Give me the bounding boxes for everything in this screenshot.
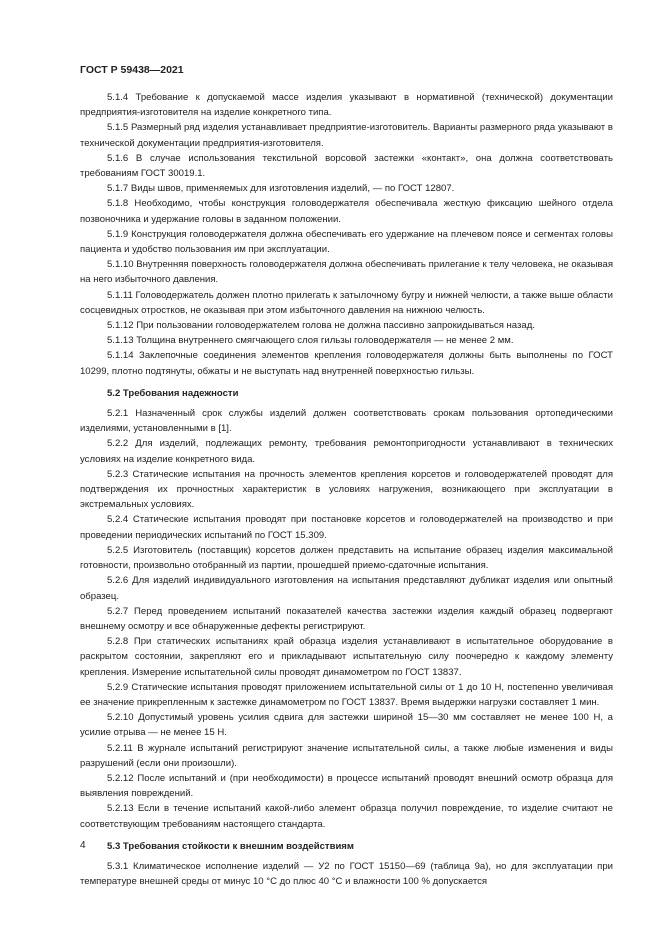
section-heading: 5.2 Требования надежности	[107, 387, 239, 399]
section-heading: 5.3 Требования стойкости к внешним воздействиям	[107, 840, 354, 852]
paragraph: 5.1.4 Требование к допускаемой массе изделия указывают в нормативной (технической) документации предприятия-изготовителя на изделие конкретного типа.	[80, 92, 613, 119]
paragraph: 5.2.2 Для изделий, подлежащих ремонту, требования ремонтопригодности устанавливают в технических условиях на изделие конкретного вида.	[80, 438, 613, 465]
paragraph: 5.1.11 Головодержатель должен плотно прилегать к затылочному бугру и нижней челюсти, а также выше области сосцевидных отростков, не оказывая при этом избыточного давления на нижнюю челюсть.	[80, 289, 613, 316]
paragraph: 5.2.1 Назначенный срок службы изделий должен соответствовать срокам пользования ортопедическими изделиями, установленными в [1].	[80, 408, 613, 435]
document-body	[80, 90, 613, 889]
paragraph: 5.1.14 Заклепочные соединения элементов крепления головодержателя должны быть выполнены по ГОСТ 10299, плотно подтянуты, обжаты и не выступать над внутренней поверхностью гильзы.	[80, 350, 613, 377]
paragraph: 5.2.6 Для изделий индивидуального изготовления на испытания представляют дубликат изделия или опытный образец.	[80, 575, 613, 602]
standard-header: ГОСТ Р 59438—2021	[80, 64, 184, 76]
paragraph: 5.3.1 Климатическое исполнение изделий — У2 по ГОСТ 15150—69 (таблица 9а), но для эксплуатации при температуре внешней среды от минус 10 °С до плюс 40 °С и влажности 100 % допускается	[80, 860, 613, 888]
paragraph: 5.1.13 Толщина внутреннего смягчающего слоя гильзы головодержателя — не менее 2 мм.	[107, 335, 514, 347]
paragraph: 5.2.4 Статические испытания проводят при постановке корсетов и головодержателей на производство и при проведении периодических испытаний по ГОСТ 15.309.	[80, 514, 613, 541]
paragraph: 5.2.7 Перед проведением испытаний показателей качества застежки изделия каждый образец подвергают внешнему осмотру и все обнаруженные дефекты регистрируют.	[80, 605, 613, 632]
paragraph: 5.2.11 В журнале испытаний регистрируют значение испытательной силы, а также любые изменения и виды разрушений (если они произошли).	[80, 742, 613, 769]
paragraph: 5.1.7 Виды швов, применяемых для изготовления изделий, — по ГОСТ 12807.	[107, 183, 455, 195]
paragraph: 5.2.8 При статических испытаниях край образца изделия устанавливают в испытательное оборудование в раскрытом состоянии, закрепляют его и прикладывают испытательную силу поочередно к каждому элементу крепления. Измерение испытательной силы проводят динамометром по ГОСТ 13837.	[80, 636, 613, 678]
paragraph: 5.2.10 Допустимый уровень усилия сдвига для застежки шириной 15—30 мм составляет не менее 100 Н, а усилие отрыва — не менее 15 Н.	[80, 712, 613, 739]
paragraph: 5.1.6 В случае использования текстильной ворсовой застежки «контакт», она должна соответствовать требованиям ГОСТ 30019.1.	[80, 152, 613, 180]
paragraph: 5.1.8 Необходимо, чтобы конструкция головодержателя обеспечивала жесткую фиксацию шейного отдела позвоночника и удержание головы в заданном положении.	[80, 198, 613, 225]
paragraph: 5.1.12 При пользовании головодержателем голова не должна пассивно запрокидываться назад.	[107, 320, 535, 332]
paragraph: 5.2.3 Статические испытания на прочность элементов крепления корсетов и головодержателей проводят для подтверждения их прочностных характеристик в условиях нагружения, возникающего при эксплуатации в экстремальных условиях.	[80, 468, 613, 511]
paragraph: 5.2.12 После испытаний и (при необходимости) в процессе испытаний проводят внешний осмотр образца для выявления повреждений.	[80, 772, 613, 800]
paragraph: 5.2.9 Статические испытания проводят приложением испытательной силы от 1 до 10 Н, постепенно увеличивая ее значение прикрепленным к застежке динамометром по ГОСТ 13837. Время выдержки нагрузки составляет 1 мин.	[80, 681, 613, 708]
paragraph: 5.1.5 Размерный ряд изделия устанавливает предприятие-изготовитель. Варианты размерного ряда указывают в технической документации предприятия-изготовителя.	[80, 122, 613, 149]
paragraph: 5.1.9 Конструкция головодержателя должна обеспечивать его удержание на плечевом поясе и сегментах головы пациента и удобство пользования им при эксплуатации.	[80, 228, 613, 256]
paragraph: 5.2.13 Если в течение испытаний какой-либо элемент образца получил повреждение, то изделие считают не соответствующим требованиям настоящего стандарта.	[80, 803, 613, 830]
paragraph: 5.2.5 Изготовитель (поставщик) корсетов должен представить на испытание образец изделия максимальной готовности, произвольно отобранный из партии, прошедшей приемо-сдаточные испытания.	[80, 544, 613, 572]
page-number: 4	[80, 840, 86, 851]
paragraph: 5.1.10 Внутренняя поверхность головодержателя должна обеспечивать прилегание к телу человека, не оказывая на него избыточного давления.	[80, 259, 613, 286]
